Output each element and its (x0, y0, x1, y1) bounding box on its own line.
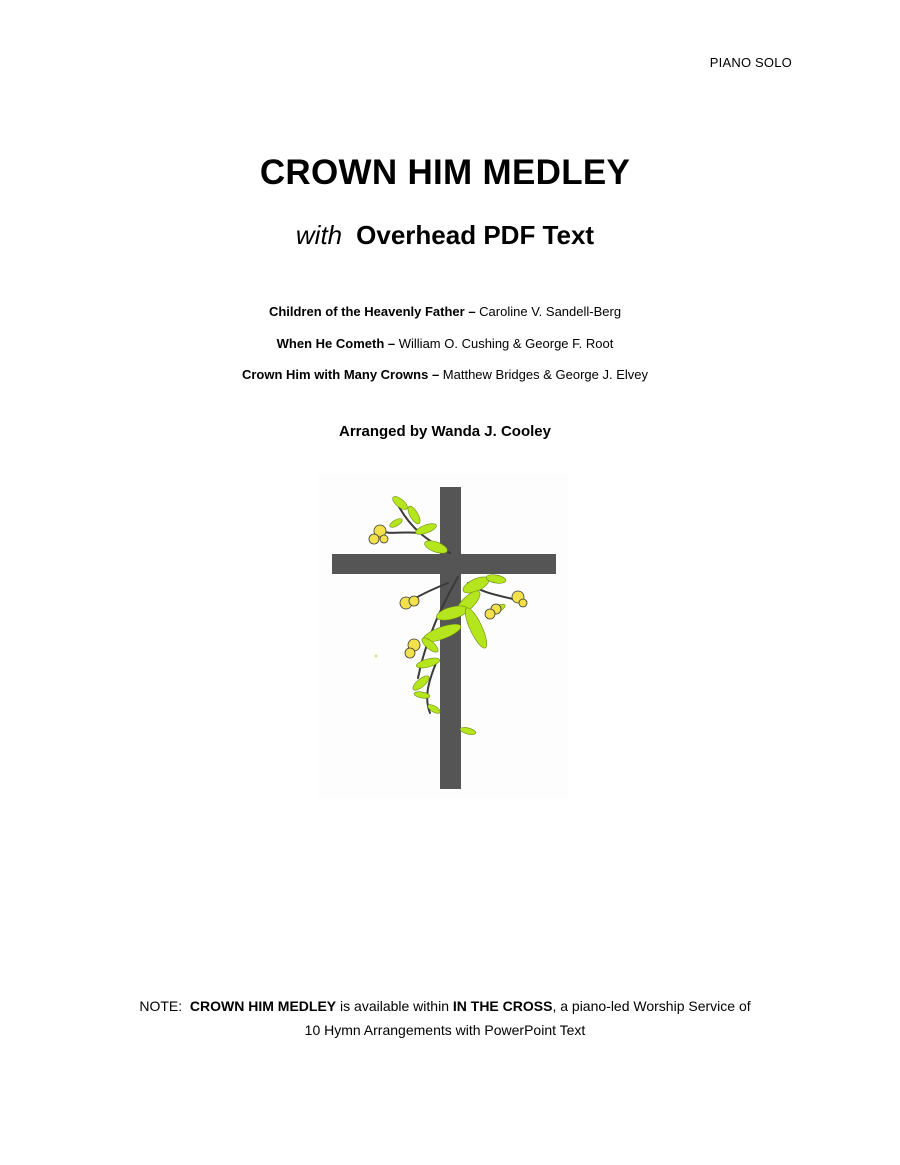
hymn-separator: – (428, 367, 443, 382)
hymn-title: Crown Him with Many Crowns (241, 367, 429, 382)
hymn-authors: Matthew Bridges & George J. Elvey (442, 367, 648, 382)
arranger-credit: Arranged by Wanda J. Cooley (339, 423, 551, 440)
note-line-1 (0, 994, 890, 1018)
subtitle-main: Overhead PDF Text (356, 220, 595, 250)
hymn-title: Children of the Heavenly Father (268, 304, 465, 319)
hymn-line (0, 359, 890, 391)
hymn-title: When He Cometh (276, 335, 385, 351)
hymn-line (0, 296, 890, 328)
hymn-separator: – (384, 335, 399, 351)
page-title: CROWN HIM MEDLEY (259, 153, 631, 192)
note-line-2: 10 Hymn Arrangements with PowerPoint Text (304, 1022, 586, 1038)
note-medley-title: CROWN HIM MEDLEY (189, 998, 337, 1014)
hymn-separator: – (464, 304, 480, 319)
note-text: is available within (336, 998, 453, 1014)
note-text: , a piano-led Worship Service of (552, 998, 751, 1014)
hymn-authors: William O. Cushing & George F. Root (398, 335, 614, 351)
cross-horizontal-bar (332, 554, 556, 574)
note-collection-title: IN THE CROSS (452, 998, 553, 1014)
subtitle-prefix: with (295, 220, 343, 250)
hymn-line (0, 328, 890, 360)
availability-note (0, 994, 890, 1042)
note-prefix: NOTE: (139, 998, 190, 1014)
subtitle (0, 220, 890, 251)
instrument-label: PIANO SOLO (709, 55, 792, 70)
hymn-authors: Caroline V. Sandell-Berg (479, 304, 622, 319)
hymn-list (0, 296, 890, 391)
cross-with-flowers-icon (318, 473, 568, 799)
